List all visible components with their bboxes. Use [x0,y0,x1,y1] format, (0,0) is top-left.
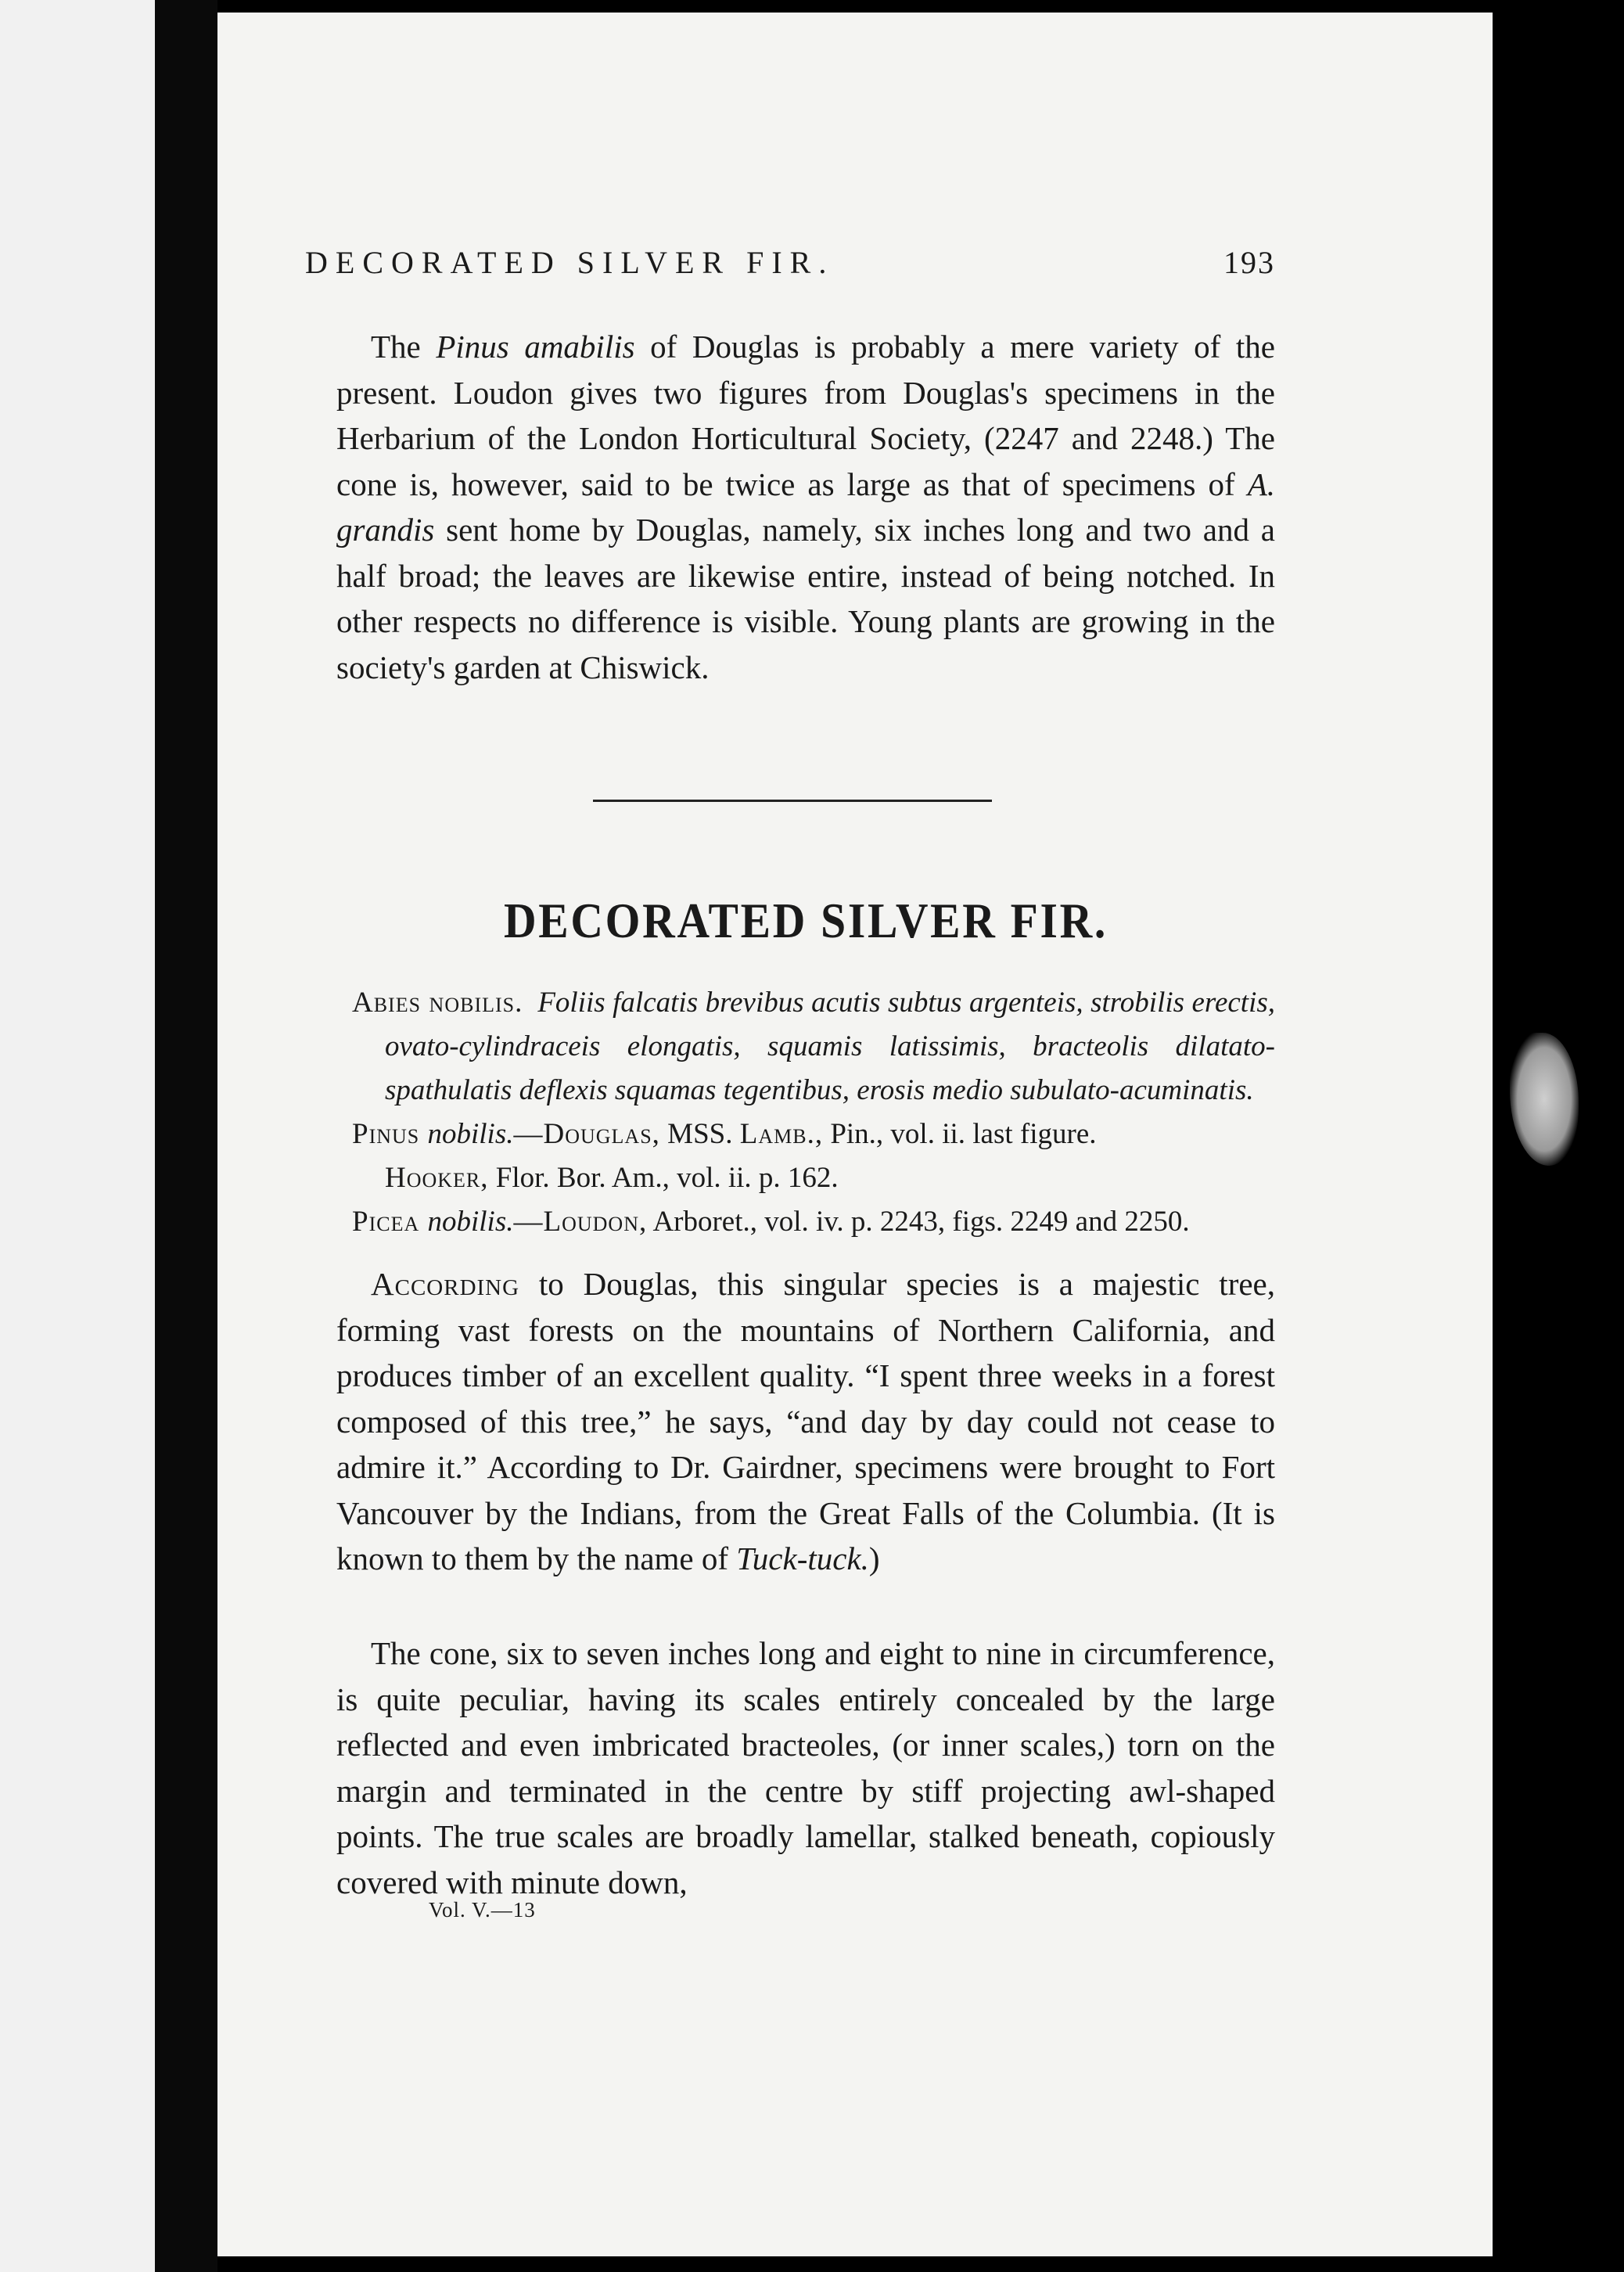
running-head-title: DECORATED SILVER FIR. [305,245,835,280]
lead-word: According [371,1266,520,1302]
hooker-ref: Flor. Bor. Am., vol. ii. p. 162. [488,1162,839,1194]
tuck-tuck-italic: Tuck-tuck. [736,1540,869,1576]
running-head [305,244,1275,281]
picea-authority: —Loudon, [513,1206,648,1238]
picea-species: nobilis. [427,1206,514,1238]
body-text: ) [868,1540,880,1576]
footer-signature: Vol. V.—13 [429,1898,536,1921]
synonymy-pinus [352,1113,1275,1200]
intro-text: The [371,329,437,365]
section-divider [593,800,992,802]
synonymy-picea [352,1200,1275,1244]
facing-page-edge [0,0,155,2272]
intro-italic-a-grandis: A. grandis [336,466,1275,548]
book-gutter [155,0,217,2272]
intro-text: of Douglas is probably a mere variety of the present. Loudon gives two figures from Douglas's specimens in the Herbarium of the London Horticultural Society, (2247 and 2248.) The cone is, however, said to be twice as large as that of specimens of [336,329,1276,502]
pinus-lamb: Lamb., [739,1118,824,1150]
abies-description: Foliis falcatis brevibus acutis subtus argenteis, strobilis erectis, ovato-cylindraceis elongatis, squamis latissimis, bracteolis dilatato-spathulatis deflexis squamas tegentibus, erosis medio subulato-acuminatis. [385,987,1276,1106]
pinus-species: nobilis. [427,1118,514,1150]
page-number: 193 [1223,245,1275,280]
pinus-lamb-ref: Pin., vol. ii. last figure. [823,1118,1097,1150]
pinus-genus: Pinus [352,1118,428,1150]
picea-genus: Picea [352,1206,428,1238]
intro-italic-pinus-amabilis: Pinus amabilis [436,329,635,365]
picea-ref: Arboret., vol. iv. p. 2243, figs. 2249 and 2250. [647,1206,1190,1238]
intro-paragraph [336,324,1275,690]
intro-text: sent home by Douglas, namely, six inches long and two and a half broad; the leaves are likewise entire, instead of being notched. In other respects no difference is visible. Young plants are growing in the society's garden at Chiswick. [336,512,1275,685]
body-paragraph-2 [336,1630,1275,1905]
body-text: to Douglas, this singular species is a majestic tree, forming vast forests on the mountains of Northern California, and produces timber of an excellent quality. “I spent three weeks in a forest composed of this tree,” he says, “and day by day could not cease to admire it.” According to Dr. Gairdner, specimens were brought to Fort Vancouver by the Indians, from the Great Falls of the Columbia. (It is known to them by the name of [336,1266,1275,1576]
body-paragraph-1 [336,1261,1275,1582]
pinus-authority: —Douglas, [513,1118,660,1150]
hooker-authority: Hooker, [385,1162,489,1194]
body-text: The cone, six to seven inches long and eight to nine in circumference, is quite peculiar, having its scales entirely concealed by the large reflected and even imbricated bracteoles, (or inner scales,) torn on the margin and terminated in the centre by stiff projecting awl-shaped points. The true scales are broadly lamellar, stalked beneath, copiously covered with minute down, [336,1635,1275,1900]
section-title: DECORATED SILVER FIR. [503,893,1108,948]
pinus-ref: MSS. [659,1118,740,1150]
synonymy-abies [352,981,1275,1113]
abies-name: Abies nobilis. [352,987,523,1019]
